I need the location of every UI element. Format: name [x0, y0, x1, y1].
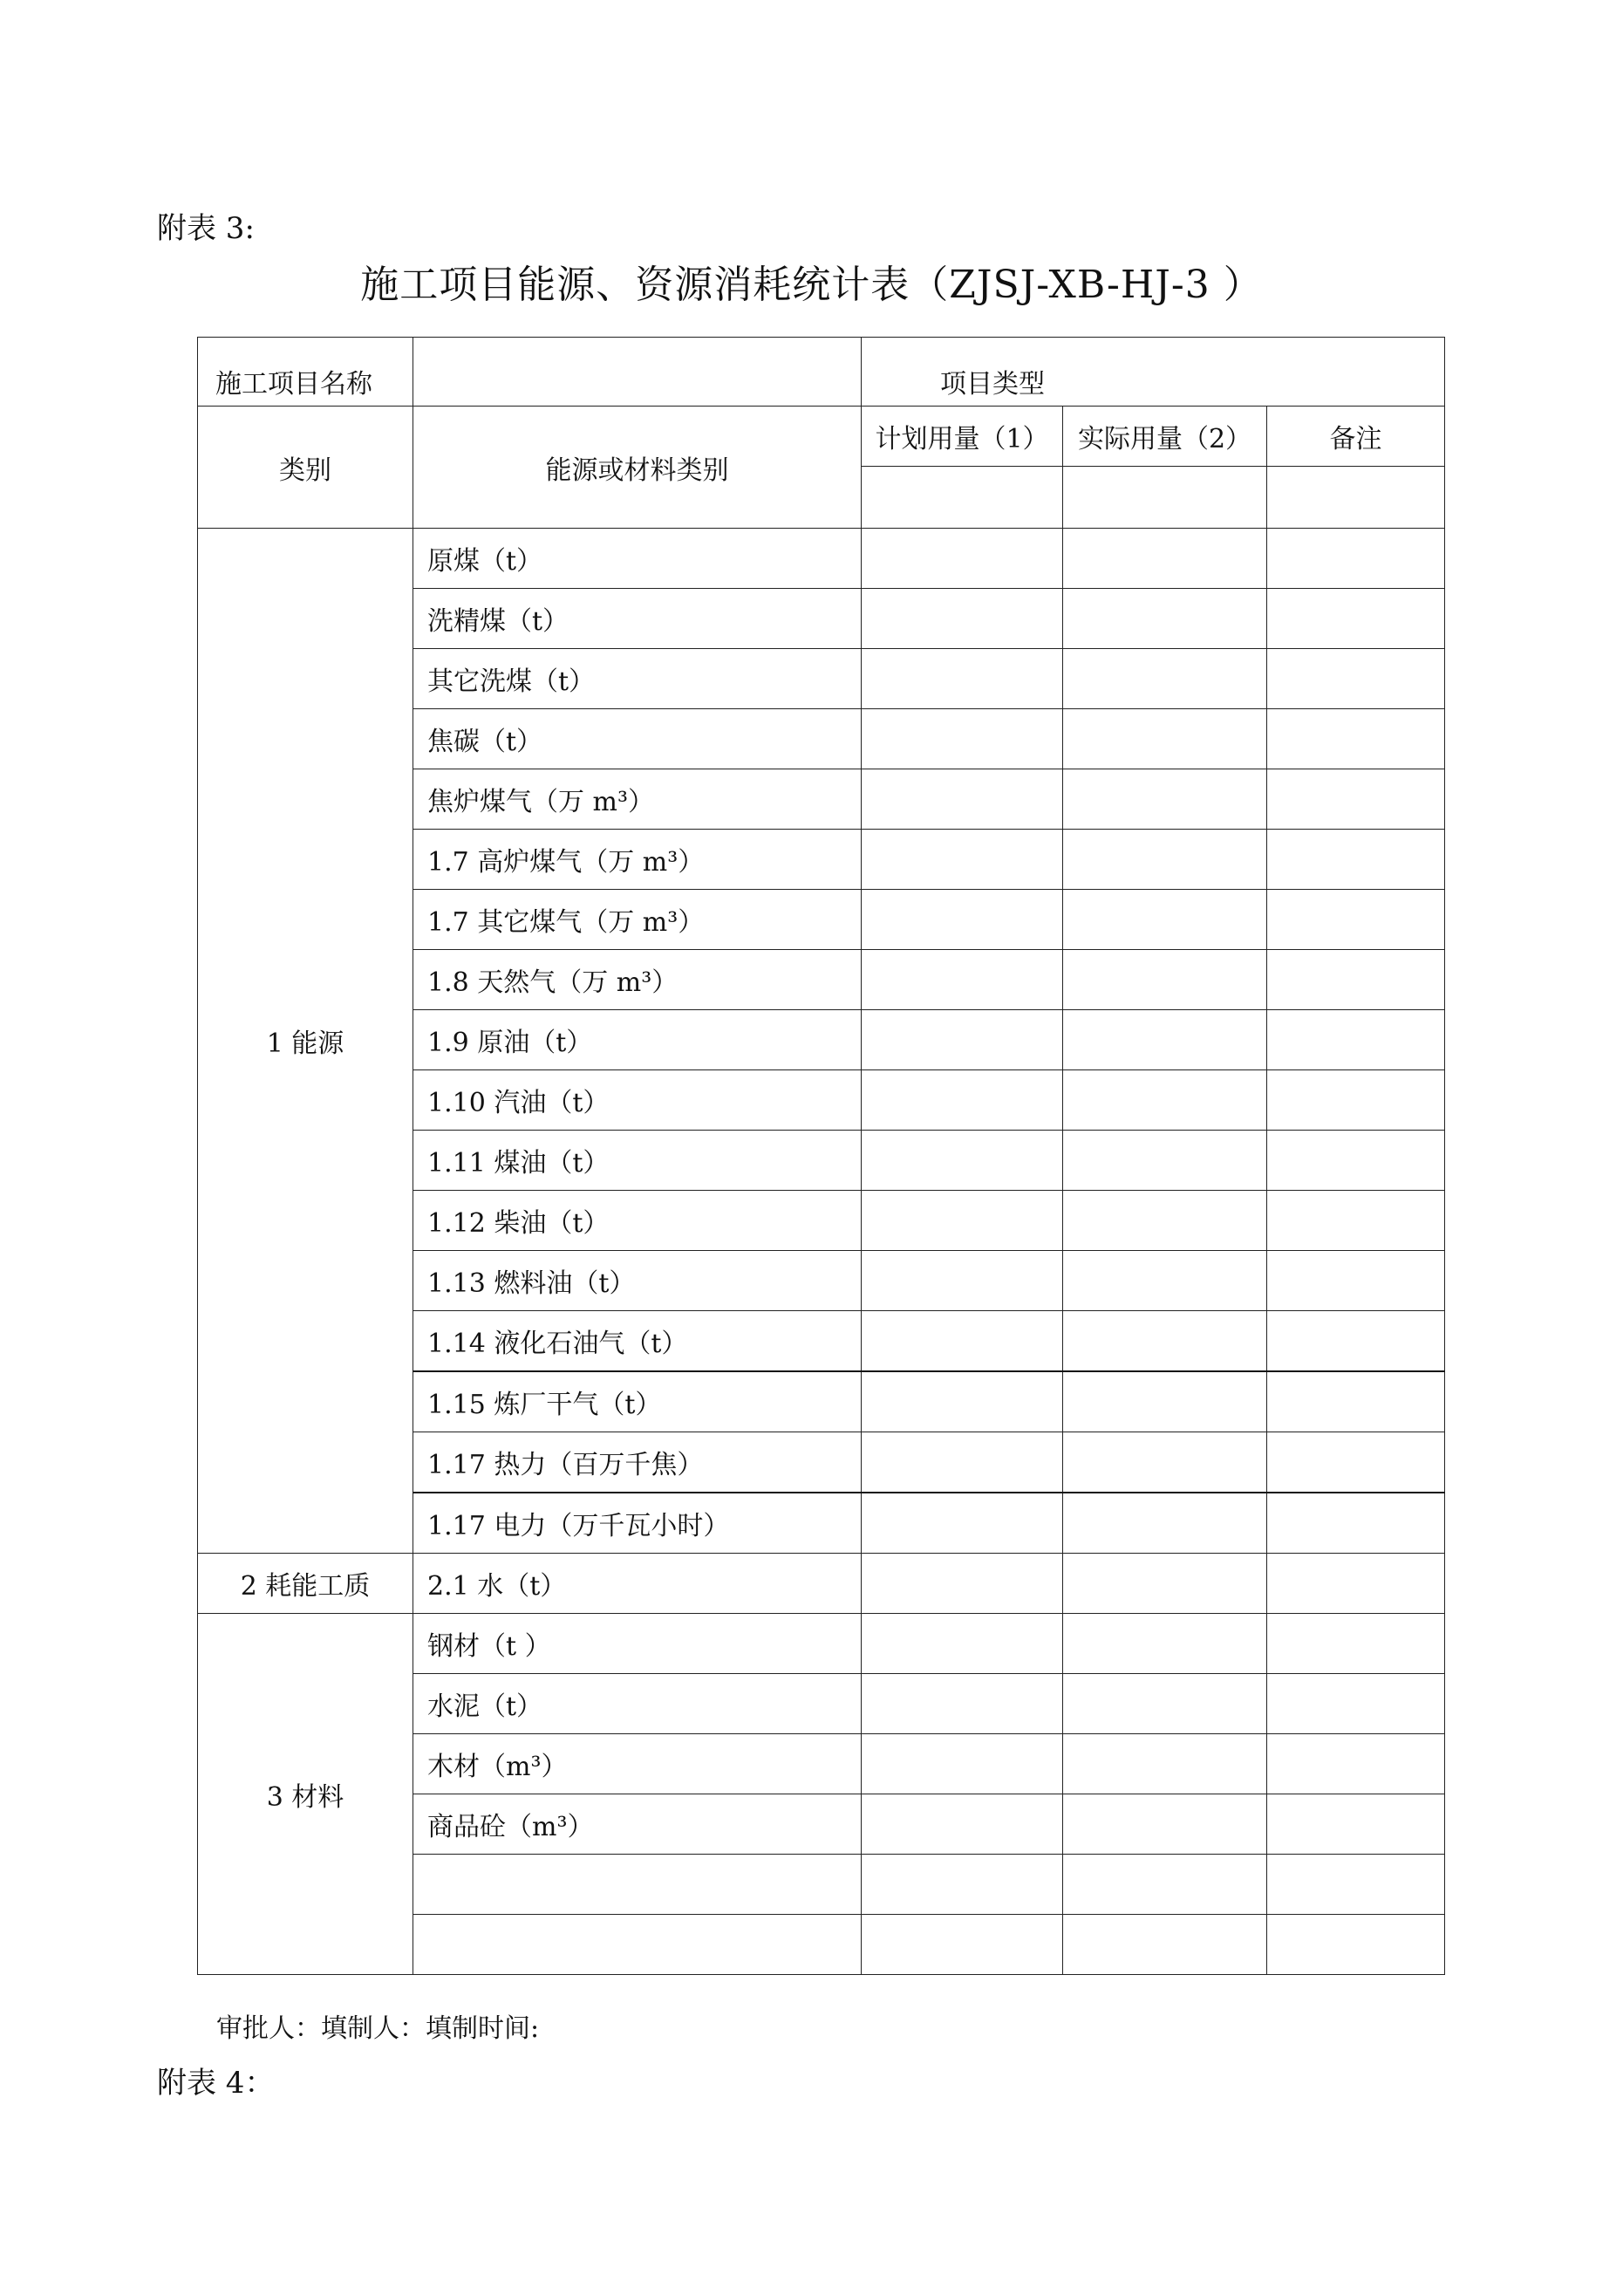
material-cell: 1.13 燃料油（t）	[413, 1251, 862, 1311]
page-title: 施工项目能源、资源消耗统计表（ZJSJ-XB-HJ-3 ）	[360, 263, 1263, 307]
actual-usage-cell[interactable]	[1063, 1311, 1267, 1372]
planned-usage-cell[interactable]	[862, 1010, 1063, 1070]
remarks-cell[interactable]	[1267, 1915, 1445, 1975]
material-cell: 1.12 柴油（t）	[413, 1191, 862, 1251]
material-cell: 1.8 天然气（万 m³）	[413, 950, 862, 1010]
category-cell: 3 材料	[198, 1614, 413, 1975]
planned-usage-cell[interactable]	[862, 830, 1063, 890]
planned-usage-cell[interactable]	[862, 1191, 1063, 1251]
material-cell: 1.9 原油（t）	[413, 1010, 862, 1070]
remarks-header: 备注	[1267, 407, 1445, 467]
material-cell: 洗精煤（t）	[413, 589, 862, 649]
planned-usage-cell[interactable]	[862, 649, 1063, 709]
material-cell: 焦炉煤气（万 m³）	[413, 769, 862, 830]
material-cell	[413, 1855, 862, 1915]
material-cell: 1.7 其它煤气（万 m³）	[413, 890, 862, 950]
material-cell: 1.17 热力（百万千焦）	[413, 1432, 862, 1493]
planned-usage-subheader	[862, 467, 1063, 529]
planned-usage-cell[interactable]	[862, 709, 1063, 769]
actual-usage-cell[interactable]	[1063, 1493, 1267, 1554]
remarks-cell[interactable]	[1267, 1614, 1445, 1674]
material-cell: 1.17 电力（万千瓦小时）	[413, 1493, 862, 1554]
remarks-cell[interactable]	[1267, 1554, 1445, 1614]
actual-usage-cell[interactable]	[1063, 1251, 1267, 1311]
actual-usage-cell[interactable]	[1063, 769, 1267, 830]
planned-usage-cell[interactable]	[862, 1371, 1063, 1432]
remarks-cell[interactable]	[1267, 529, 1445, 589]
project-type-label: 项目类型	[862, 338, 1445, 407]
actual-usage-cell[interactable]	[1063, 950, 1267, 1010]
remarks-cell[interactable]	[1267, 1855, 1445, 1915]
planned-usage-cell[interactable]	[862, 1432, 1063, 1493]
material-cell: 1.7 高炉煤气（万 m³）	[413, 830, 862, 890]
actual-usage-cell[interactable]	[1063, 589, 1267, 649]
material-cell: 其它洗煤（t）	[413, 649, 862, 709]
remarks-cell[interactable]	[1267, 1131, 1445, 1191]
remarks-cell[interactable]	[1267, 1070, 1445, 1131]
remarks-cell[interactable]	[1267, 709, 1445, 769]
actual-usage-cell[interactable]	[1063, 1191, 1267, 1251]
actual-usage-cell[interactable]	[1063, 1432, 1267, 1493]
material-cell: 1.11 煤油（t）	[413, 1131, 862, 1191]
signature-footer: 审批人：填制人：填制时间:	[216, 2013, 540, 2044]
remarks-cell[interactable]	[1267, 890, 1445, 950]
material-cell: 原煤（t）	[413, 529, 862, 589]
appendix-label: 附表 3:	[157, 211, 255, 246]
planned-usage-cell[interactable]	[862, 1251, 1063, 1311]
remarks-cell[interactable]	[1267, 1794, 1445, 1855]
material-cell: 1.10 汽油（t）	[413, 1070, 862, 1131]
project-name-label: 施工项目名称	[198, 338, 413, 407]
actual-usage-cell[interactable]	[1063, 1674, 1267, 1734]
material-cell: 商品砼（m³）	[413, 1794, 862, 1855]
planned-usage-cell[interactable]	[862, 1915, 1063, 1975]
material-cell: 焦碳（t）	[413, 709, 862, 769]
actual-usage-cell[interactable]	[1063, 1855, 1267, 1915]
actual-usage-cell[interactable]	[1063, 649, 1267, 709]
actual-usage-subheader	[1063, 467, 1267, 529]
category-header: 类别	[198, 407, 413, 529]
actual-usage-cell[interactable]	[1063, 1554, 1267, 1614]
remarks-cell[interactable]	[1267, 1311, 1445, 1372]
actual-usage-cell[interactable]	[1063, 1010, 1267, 1070]
remarks-cell[interactable]	[1267, 1251, 1445, 1311]
planned-usage-cell[interactable]	[862, 589, 1063, 649]
actual-usage-cell[interactable]	[1063, 1614, 1267, 1674]
planned-usage-cell[interactable]	[862, 1855, 1063, 1915]
material-cell: 钢材（t ）	[413, 1614, 862, 1674]
actual-usage-cell[interactable]	[1063, 1734, 1267, 1794]
remarks-cell[interactable]	[1267, 1674, 1445, 1734]
planned-usage-header: 计划用量（1）	[862, 407, 1063, 467]
remarks-cell[interactable]	[1267, 950, 1445, 1010]
planned-usage-cell[interactable]	[862, 1614, 1063, 1674]
planned-usage-cell[interactable]	[862, 890, 1063, 950]
material-header: 能源或材料类别	[413, 407, 862, 529]
planned-usage-cell[interactable]	[862, 769, 1063, 830]
actual-usage-cell[interactable]	[1063, 1070, 1267, 1131]
planned-usage-cell[interactable]	[862, 1554, 1063, 1614]
planned-usage-cell[interactable]	[862, 529, 1063, 589]
actual-usage-cell[interactable]	[1063, 1131, 1267, 1191]
material-cell	[413, 1915, 862, 1975]
category-cell: 1 能源	[198, 529, 413, 1554]
remarks-subheader	[1267, 467, 1445, 529]
remarks-cell[interactable]	[1267, 1010, 1445, 1070]
planned-usage-cell[interactable]	[862, 950, 1063, 1010]
planned-usage-cell[interactable]	[862, 1493, 1063, 1554]
actual-usage-cell[interactable]	[1063, 1371, 1267, 1432]
actual-usage-cell[interactable]	[1063, 529, 1267, 589]
remarks-cell[interactable]	[1267, 830, 1445, 890]
remarks-cell[interactable]	[1267, 649, 1445, 709]
remarks-cell[interactable]	[1267, 1371, 1445, 1432]
material-cell: 2.1 水（t）	[413, 1554, 862, 1614]
material-cell: 1.14 液化石油气（t）	[413, 1311, 862, 1372]
material-cell: 水泥（t）	[413, 1674, 862, 1734]
planned-usage-cell[interactable]	[862, 1674, 1063, 1734]
actual-usage-cell[interactable]	[1063, 1794, 1267, 1855]
table-row	[198, 1554, 1445, 1614]
table-row	[198, 1614, 1445, 1674]
actual-usage-cell[interactable]	[1063, 830, 1267, 890]
table-row	[198, 529, 1445, 589]
actual-usage-cell[interactable]	[1063, 1915, 1267, 1975]
consumption-table	[197, 337, 1445, 1975]
planned-usage-cell[interactable]	[862, 1311, 1063, 1372]
remarks-cell[interactable]	[1267, 769, 1445, 830]
actual-usage-cell[interactable]	[1063, 709, 1267, 769]
remarks-cell[interactable]	[1267, 1493, 1445, 1554]
planned-usage-cell[interactable]	[862, 1794, 1063, 1855]
remarks-cell[interactable]	[1267, 1432, 1445, 1493]
material-cell: 木材（m³）	[413, 1734, 862, 1794]
next-appendix-label: 附表 4：	[157, 2066, 275, 2101]
actual-usage-header: 实际用量（2）	[1063, 407, 1267, 467]
remarks-cell[interactable]	[1267, 1191, 1445, 1251]
planned-usage-cell[interactable]	[862, 1070, 1063, 1131]
material-cell: 1.15 炼厂干气（t）	[413, 1371, 862, 1432]
remarks-cell[interactable]	[1267, 589, 1445, 649]
planned-usage-cell[interactable]	[862, 1734, 1063, 1794]
project-name-value[interactable]	[413, 338, 862, 407]
planned-usage-cell[interactable]	[862, 1131, 1063, 1191]
actual-usage-cell[interactable]	[1063, 890, 1267, 950]
category-cell: 2 耗能工质	[198, 1554, 413, 1614]
remarks-cell[interactable]	[1267, 1734, 1445, 1794]
